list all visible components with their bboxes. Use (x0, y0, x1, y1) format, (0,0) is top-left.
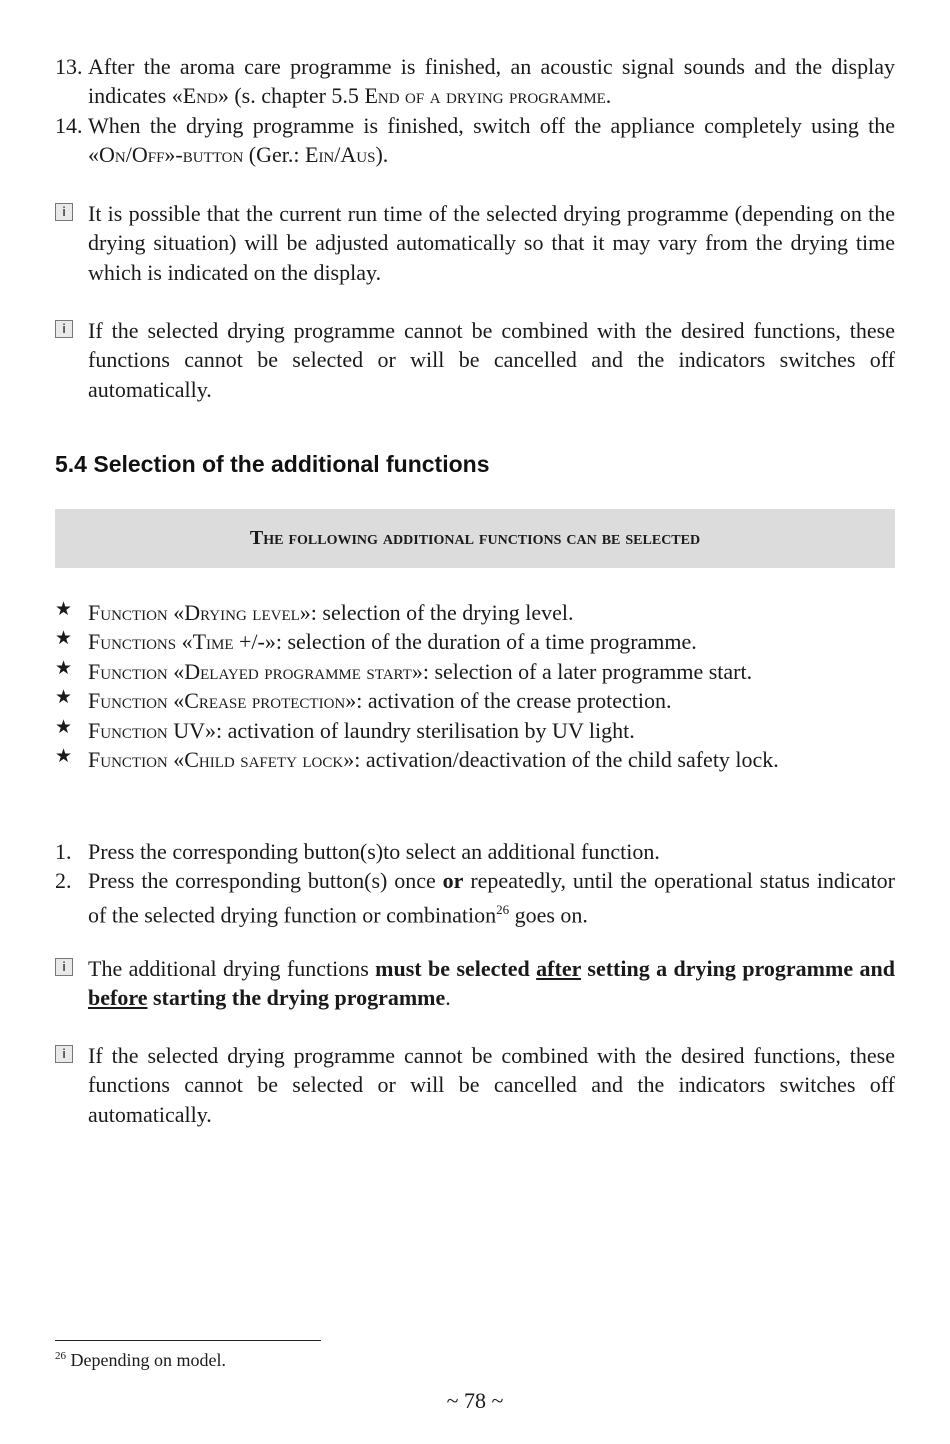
list-item (55, 627, 895, 656)
list-item (55, 686, 895, 715)
step-13 (55, 52, 895, 111)
step-text: After the aroma care programme is finished, an acoustic signal sounds and the display indicates «End» (s. chapter 5.5 End of a drying programme. (88, 54, 895, 109)
note-text: It is possible that the current run time of the selected drying programme (depending on the drying situation) will be adjusted automatically so that it may vary from the drying time which is indicated on the display. (88, 201, 895, 285)
footnote (55, 1350, 226, 1371)
list-item (55, 598, 895, 627)
list-item-text: Function «Delayed programme start»: selection of a later programme start. (88, 658, 753, 684)
info-note (55, 1041, 895, 1129)
step-2 (55, 866, 895, 930)
note-text: If the selected drying programme cannot be combined with the desired functions, these functions cannot be selected or will be cancelled and the indicators switches off automatically. (88, 318, 895, 402)
step-14 (55, 111, 895, 170)
list-item-text: Functions «Time +/-»: selection of the duration of a time programme. (88, 629, 697, 655)
list-item (55, 745, 895, 774)
page-number: ~ 78 ~ (446, 1388, 504, 1413)
info-note (55, 199, 895, 287)
list-item-text: Function «Drying level»: selection of the drying level. (88, 600, 574, 625)
star-icon: ★ (55, 715, 73, 738)
list-item-text: Function «Child safety lock»: activation/deactivation of the child safety lock. (88, 747, 779, 773)
star-icon: ★ (55, 656, 73, 679)
step-number: 1. (55, 839, 72, 864)
step-number: 13. (55, 54, 83, 79)
info-icon: i (55, 320, 73, 338)
step-1 (55, 837, 895, 866)
list-item (55, 657, 895, 686)
footnote-number: 26 (55, 1350, 66, 1362)
star-icon: ★ (55, 686, 73, 709)
star-icon: ★ (55, 598, 73, 620)
note-text: The additional drying functions must be selected after setting a drying programme and before starting the drying programme. (88, 956, 895, 1011)
step-number: 2. (55, 868, 72, 893)
note-text: If the selected drying programme cannot be combined with the desired functions, these functions cannot be selected or will be cancelled and the indicators switches off automatically. (88, 1043, 895, 1127)
star-icon: ★ (55, 745, 73, 768)
step-text: Press the corresponding button(s)to select an additional function. (88, 839, 660, 864)
info-icon: i (55, 958, 73, 976)
footnote-rule (55, 1340, 321, 1341)
section-heading: 5.4 Selection of the additional functions (55, 451, 490, 477)
list-item-text: Function UV»: activation of laundry sterilisation by UV light. (88, 717, 635, 743)
list-item (55, 716, 895, 745)
functions-banner: The following additional functions can be selected (55, 509, 895, 568)
star-icon: ★ (55, 627, 73, 650)
list-item-text: Function «Crease protection»: activation of the crease protection. (88, 688, 672, 714)
info-icon: i (55, 1045, 73, 1063)
function-list (55, 598, 895, 774)
step-text: When the drying programme is finished, switch off the appliance completely using the «On/Off»-button (Ger.: Ein/Aus). (88, 113, 895, 168)
info-note (55, 954, 895, 1013)
footnote-text: Depending on model. (66, 1350, 226, 1370)
step-number: 14. (55, 113, 83, 138)
info-icon: i (55, 203, 73, 221)
step-text: Press the corresponding button(s) once or repeatedly, until the operational status indicator of the selected drying function or combination$^{26}$ goes on. (88, 868, 896, 928)
info-note (55, 316, 895, 404)
